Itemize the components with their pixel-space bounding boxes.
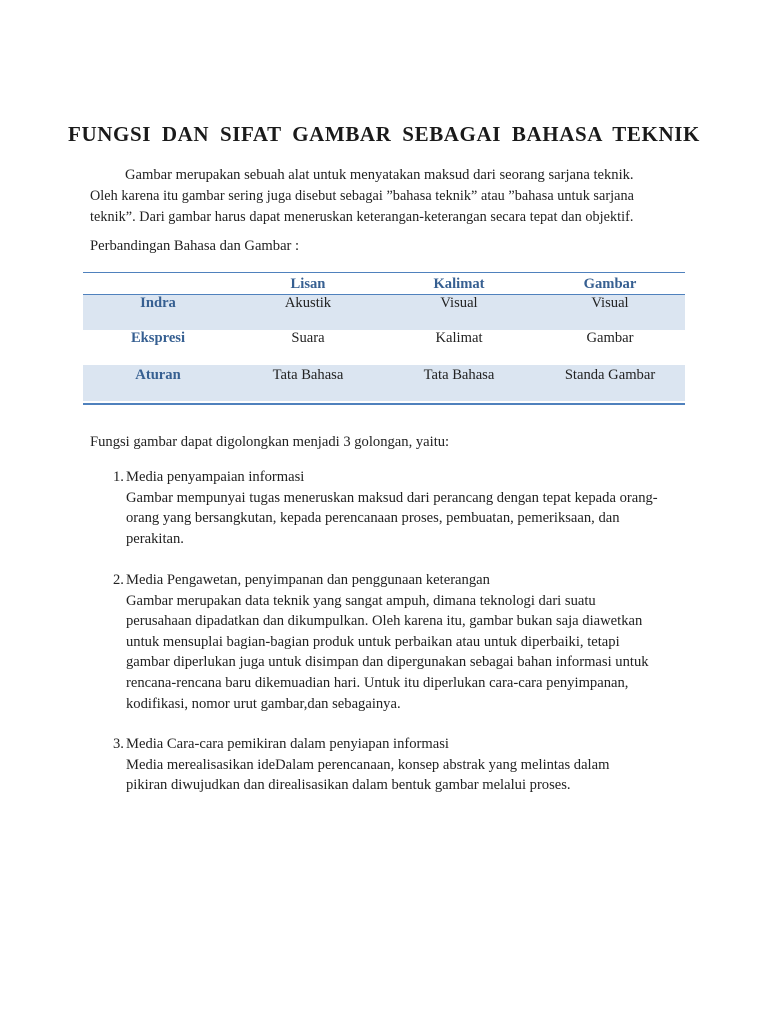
comparison-table xyxy=(83,272,685,405)
list-item-text: kodifikasi, nomor urut gambar,dan sebagainya. xyxy=(126,695,401,712)
table-cell: Tata Bahasa xyxy=(272,367,344,383)
intro-line-3: teknik”. Dari gambar harus dapat meneruskan keterangan-keterangan secara tepat dan objektif. xyxy=(90,209,634,225)
list-number: 2. xyxy=(113,572,124,588)
table-header-gambar: Gambar xyxy=(583,276,637,292)
list-item-text: rencana-rencana baru dikemuadian hari. Untuk itu diperlukan cara-cara penyimpanan, xyxy=(126,674,629,691)
list-item-text: orang yang bersangkutan, kepada perencanaan proses, pembuatan, pemeriksaan, dan xyxy=(126,510,620,527)
list-item-text: pikiran diwujudkan dan direalisasikan dalam bentuk gambar melalui proses. xyxy=(126,777,571,794)
table-cell: Suara xyxy=(291,330,325,346)
table-row xyxy=(83,365,685,401)
table-cell: Visual xyxy=(591,295,629,311)
document-title: FUNGSI DAN SIFAT GAMBAR SEBAGAI BAHASA TEKNIK xyxy=(68,122,700,146)
intro-paragraph xyxy=(90,165,690,228)
row-label-ekspresi: Ekspresi xyxy=(130,330,186,346)
intro-line-1: Gambar merupakan sebuah alat untuk menyatakan maksud dari seorang sarjana teknik. xyxy=(125,167,634,183)
table-cell: Gambar xyxy=(586,330,634,346)
list-number: 3. xyxy=(113,736,124,752)
list-item-text: Gambar mempunyai tugas meneruskan maksud dari perancang dengan tepat kepada orang- xyxy=(126,489,658,506)
table-cell: Tata Bahasa xyxy=(423,367,495,383)
list-item-text: untuk mensuplai bagian-bagian produk untuk perbaikan atau untuk diperbaiki, tetapi xyxy=(126,633,620,650)
table-header-row xyxy=(83,273,685,295)
table-row xyxy=(83,330,685,365)
table-header-lisan: Lisan xyxy=(290,276,326,292)
table-row xyxy=(83,295,685,330)
list-item-title: Media Pengawetan, penyimpanan dan penggunaan keterangan xyxy=(126,572,490,588)
intro-line-2: Oleh karena itu gambar sering juga disebut sebagai ”bahasa teknik” atau ”bahasa untuk sarjana xyxy=(90,188,634,204)
table-cell: Visual xyxy=(440,295,478,311)
list-number: 1. xyxy=(113,469,124,485)
list-item-title: Media Cara-cara pemikiran dalam penyiapan informasi xyxy=(126,736,449,752)
table-cell: Kalimat xyxy=(435,330,483,346)
functions-intro: Fungsi gambar dapat digolongkan menjadi 3 golongan, yaitu: xyxy=(90,434,450,450)
list-item-text: perakitan. xyxy=(126,530,184,547)
comparison-label: Perbandingan Bahasa dan Gambar : xyxy=(90,238,300,254)
list-item-text: Gambar merupakan data teknik yang sangat ampuh, dimana teknologi dari suatu xyxy=(126,592,596,609)
list-item-title: Media penyampaian informasi xyxy=(126,469,305,485)
list-item-text: perusahaan dipadatkan dan dikumpulkan. Oleh karena itu, gambar bukan saja diawetkan xyxy=(126,613,643,630)
table-cell: Akustik xyxy=(284,295,332,311)
row-label-aturan: Aturan xyxy=(135,367,181,383)
row-label-indra: Indra xyxy=(140,295,176,311)
list-item-text: gambar diperlukan juga untuk disimpan dan dipergunakan sebagai bahan informasi untuk xyxy=(126,654,649,671)
table-cell: Standa Gambar xyxy=(564,367,656,383)
list-item-text: Media merealisasikan ideDalam perencanaan, konsep abstrak yang melintas dalam xyxy=(126,756,610,773)
table-header-kalimat: Kalimat xyxy=(433,276,485,292)
